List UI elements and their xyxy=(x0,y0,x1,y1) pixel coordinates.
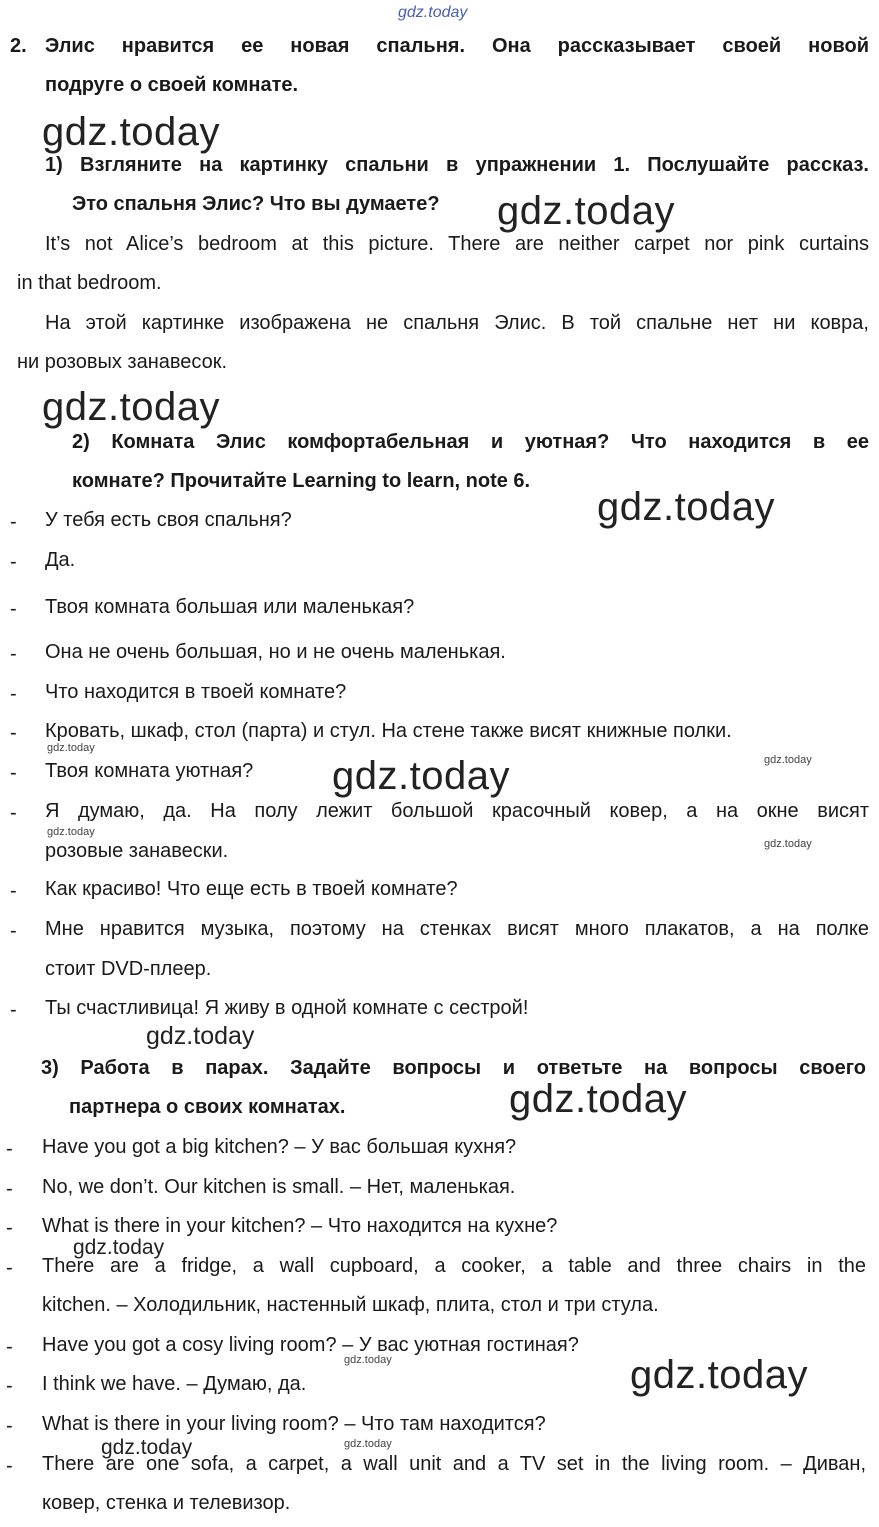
watermark-top: gdz.today xyxy=(398,4,468,21)
watermark: gdz.today xyxy=(597,485,775,529)
dash-bullet: - xyxy=(6,1257,13,1279)
dialogue-line: Я думаю, да. На полу лежит большой красочный ковер, а на окне висят xyxy=(45,800,869,822)
part2-heading-line1: 2) Комната Элис комфортабельная и уютная? Что находится в ее xyxy=(72,431,869,453)
dash-bullet: - xyxy=(10,511,17,533)
part3-heading-line2: партнера о своих комнатах. xyxy=(69,1096,346,1118)
dialogue-line: Have you got a cosy living room? – У вас уютная гостиная? xyxy=(42,1334,579,1356)
dialogue-line: Мне нравится музыка, поэтому на стенках висят много плакатов, а на полке xyxy=(45,918,869,940)
dash-bullet: - xyxy=(6,1336,13,1358)
dialogue-line: What is there in your kitchen? – Что находится на кухне? xyxy=(42,1215,558,1237)
dialogue-line: Ты счастливица! Я живу в одной комнате с сестрой! xyxy=(45,997,529,1019)
watermark-small: gdz.today xyxy=(47,826,95,838)
part1-answer-ru-line2: ни розовых занавесок. xyxy=(17,351,228,373)
dash-bullet: - xyxy=(6,1138,13,1160)
dash-bullet: - xyxy=(10,643,17,665)
watermark-small: gdz.today xyxy=(764,754,812,766)
watermark: gdz.today xyxy=(509,1077,687,1121)
dialogue-line-cont: ковер, стенка и телевизор. xyxy=(42,1492,291,1514)
part3-heading-line1: 3) Работа в парах. Задайте вопросы и ответьте на вопросы своего xyxy=(41,1057,866,1079)
dash-bullet: - xyxy=(10,722,17,744)
task-title-line2: подруге о своей комнате. xyxy=(45,74,299,96)
part2-heading-line2: комнате? Прочитайте Learning to learn, note 6. xyxy=(72,470,531,492)
dialogue-line: I think we have. – Думаю, да. xyxy=(42,1373,307,1395)
dialogue-line: There are a fridge, a wall cupboard, a cooker, a table and three chairs in the xyxy=(42,1255,866,1277)
dialogue-line: Твоя комната большая или маленькая? xyxy=(45,596,415,618)
dialogue-line: There are one sofa, a carpet, a wall unit and a TV set in the living room. – Диван, xyxy=(42,1453,866,1475)
watermark-small: gdz.today xyxy=(47,742,95,754)
watermark: gdz.today xyxy=(73,1236,165,1259)
watermark-small: gdz.today xyxy=(344,1438,392,1450)
dialogue-line: What is there in your living room? – Что там находится? xyxy=(42,1413,546,1435)
dash-bullet: - xyxy=(10,551,17,573)
watermark: gdz.today xyxy=(42,385,220,429)
part1-answer-en-line2: in that bedroom. xyxy=(17,272,162,294)
watermark: gdz.today xyxy=(497,189,675,233)
part1-heading-line2: Это спальня Элис? Что вы думаете? xyxy=(72,193,440,215)
dialogue-line: Что находится в твоей комнате? xyxy=(45,681,347,703)
dialogue-line-cont: стоит DVD-плеер. xyxy=(45,958,212,980)
dash-bullet: - xyxy=(6,1178,13,1200)
dialogue-line: Она не очень большая, но и не очень маленькая. xyxy=(45,641,506,663)
dialogue-line: No, we don’t. Our kitchen is small. – Нет, маленькая. xyxy=(42,1176,516,1198)
task-title-line1: Элис нравится ее новая спальня. Она рассказывает своей новой xyxy=(45,35,869,57)
dash-bullet: - xyxy=(10,683,17,705)
part1-answer-ru-line1: На этой картинке изображена не спальня Элис. В той спальне нет ни ковра, xyxy=(45,312,869,334)
dash-bullet: - xyxy=(6,1217,13,1239)
watermark: gdz.today xyxy=(101,1436,193,1459)
dash-bullet: - xyxy=(6,1455,13,1477)
dash-bullet: - xyxy=(6,1375,13,1397)
dash-bullet: - xyxy=(10,999,17,1021)
dash-bullet: - xyxy=(10,880,17,902)
dialogue-line: Кровать, шкаф, стол (парта) и стул. На стене также висят книжные полки. xyxy=(45,720,732,742)
dash-bullet: - xyxy=(6,1415,13,1437)
part1-answer-en-line1: It’s not Alice’s bedroom at this picture. There are neither carpet nor pink curtains xyxy=(45,233,869,255)
dialogue-line: Да. xyxy=(45,549,76,571)
watermark: gdz.today xyxy=(332,754,510,798)
watermark-small: gdz.today xyxy=(764,838,812,850)
dialogue-line: Твоя комната уютная? xyxy=(45,760,254,782)
dialogue-line: У тебя есть своя спальня? xyxy=(45,509,292,531)
dash-bullet: - xyxy=(10,762,17,784)
part1-heading-line1: 1) Взгляните на картинку спальни в упражнении 1. Послушайте рассказ. xyxy=(45,154,869,176)
watermark: gdz.today xyxy=(146,1022,255,1050)
dash-bullet: - xyxy=(10,598,17,620)
watermark-small: gdz.today xyxy=(344,1354,392,1366)
dialogue-line-cont: розовые занавески. xyxy=(45,840,229,862)
watermark: gdz.today xyxy=(630,1353,808,1397)
watermark: gdz.today xyxy=(42,110,220,154)
dialogue-line: Как красиво! Что еще есть в твоей комнате? xyxy=(45,878,458,900)
task-number: 2. xyxy=(10,35,27,57)
dash-bullet: - xyxy=(10,920,17,942)
dialogue-line: Have you got a big kitchen? – У вас большая кухня? xyxy=(42,1136,517,1158)
dialogue-line-cont: kitchen. – Холодильник, настенный шкаф, плита, стол и три стула. xyxy=(42,1294,659,1316)
dash-bullet: - xyxy=(10,802,17,824)
